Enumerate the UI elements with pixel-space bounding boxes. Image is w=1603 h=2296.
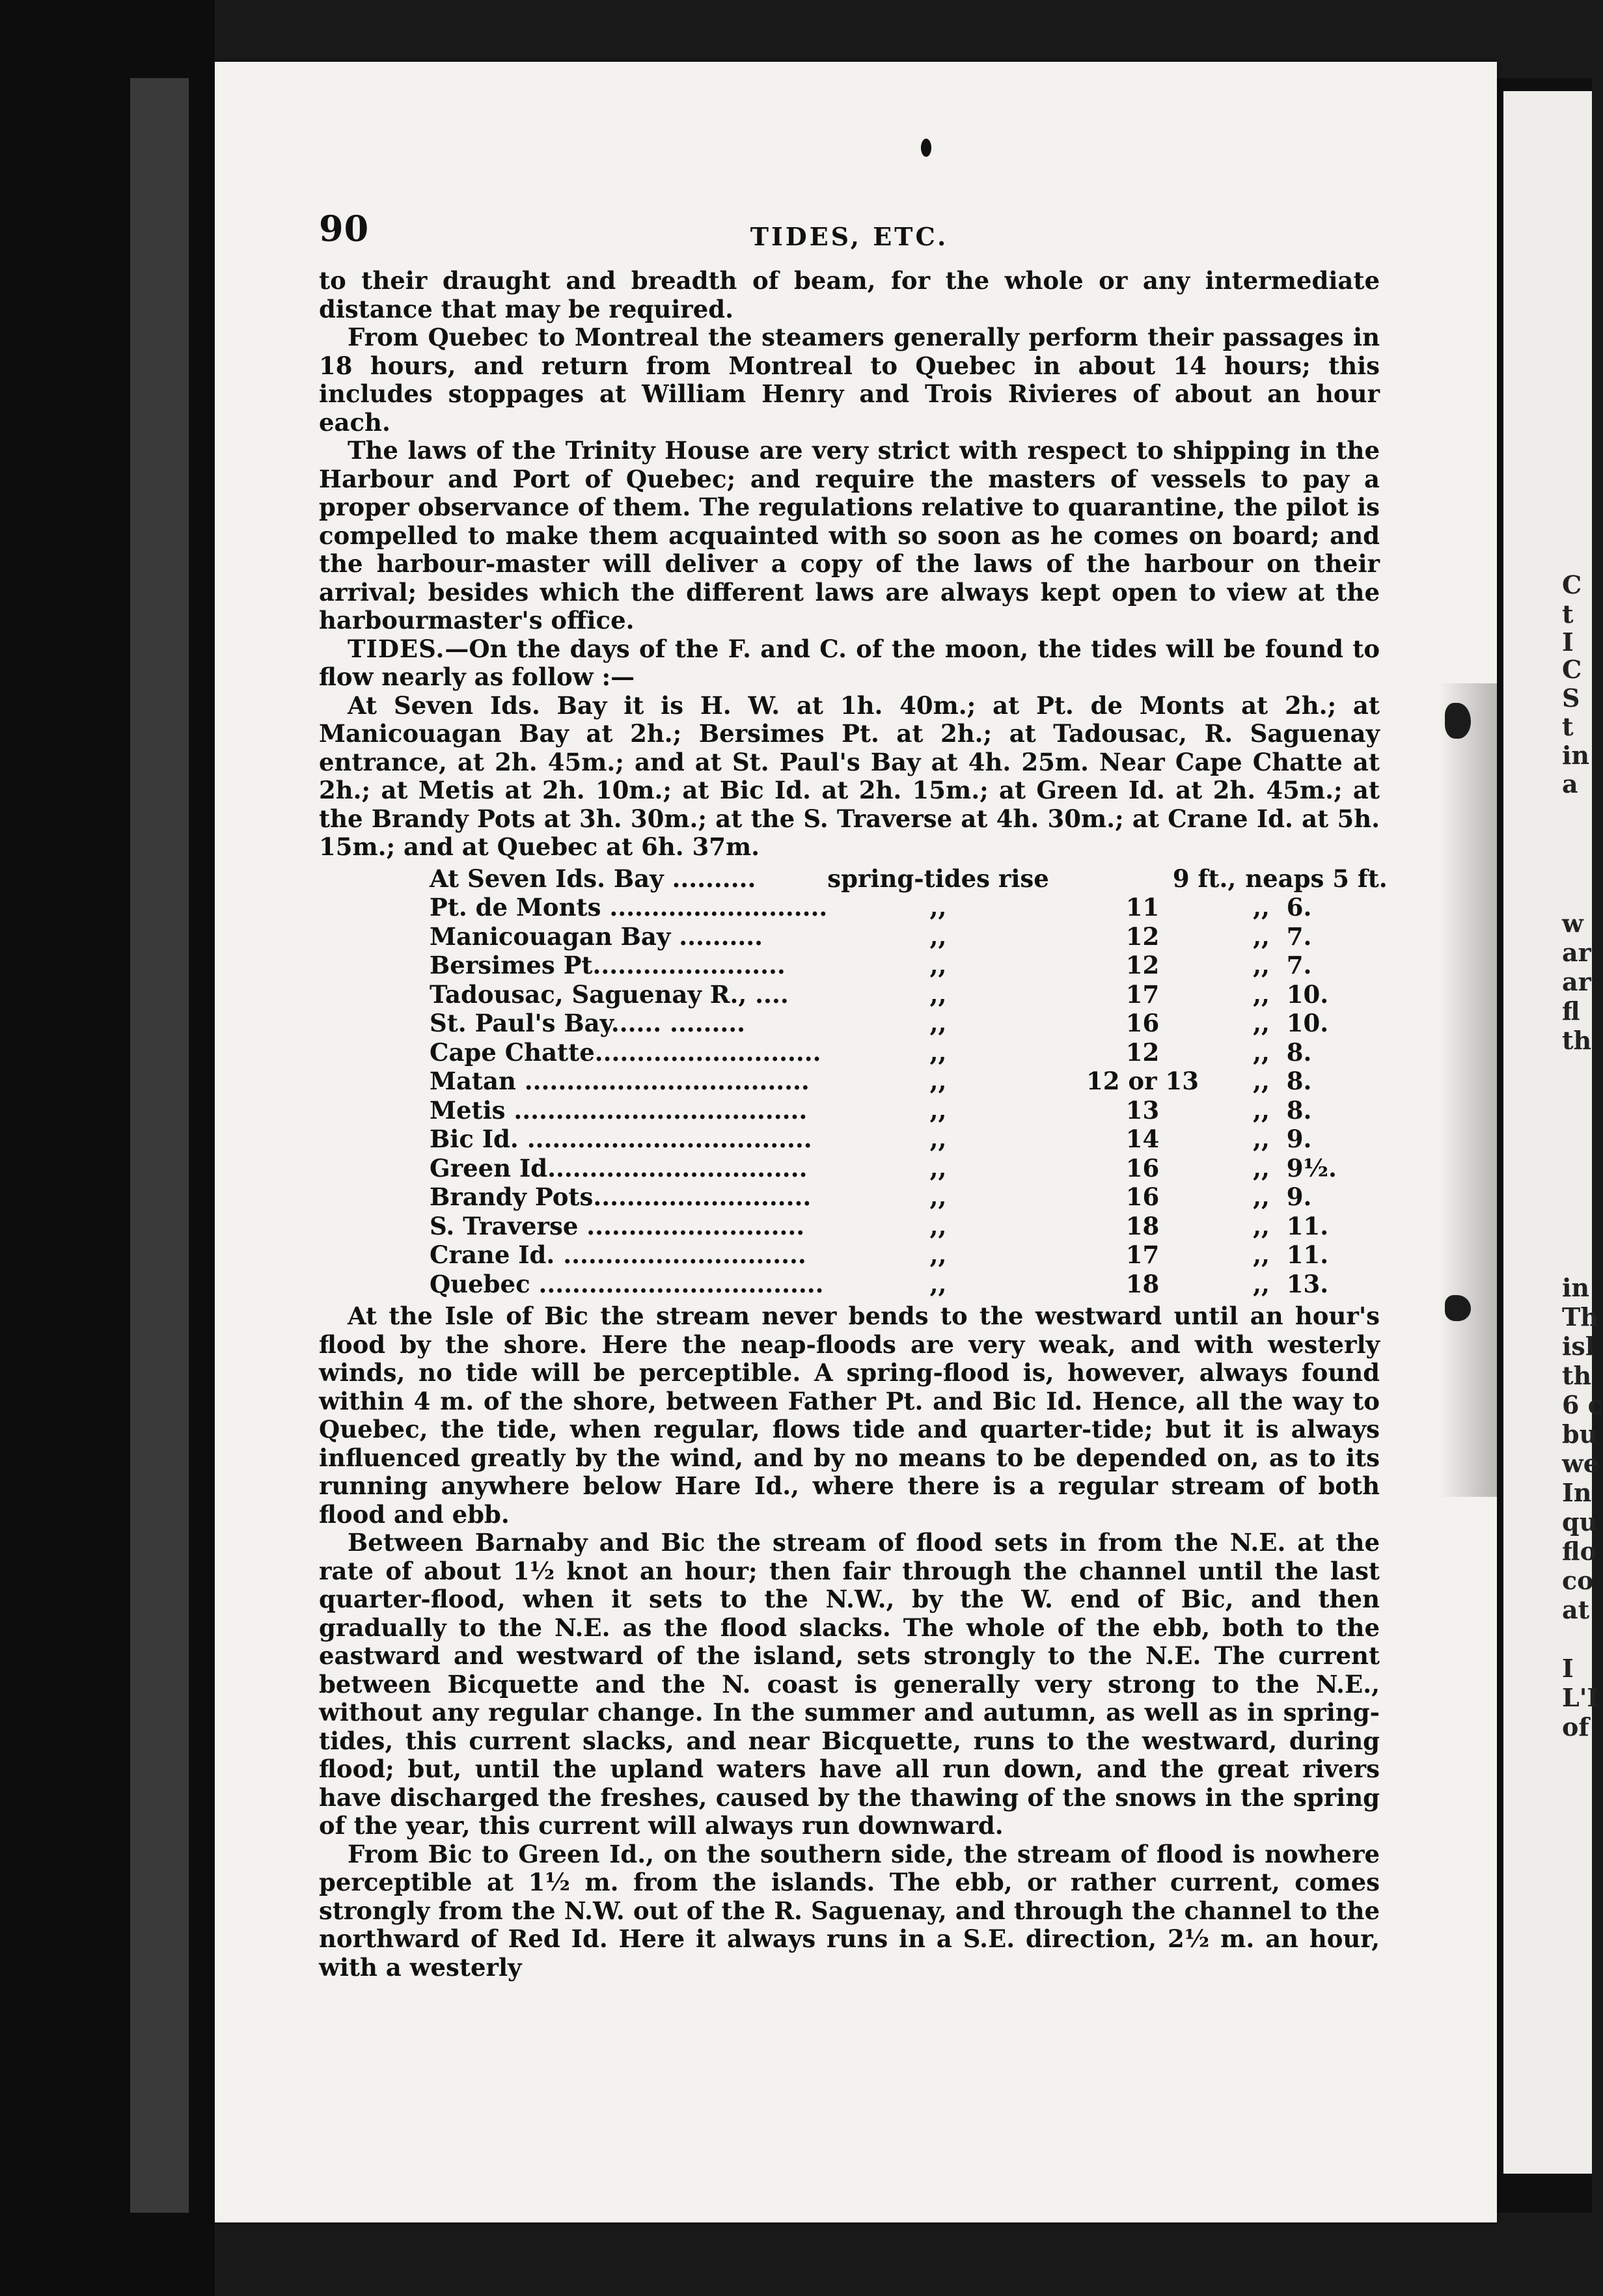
leader-dots: .................................. [515,1067,810,1095]
leader-dots: ...................... [601,951,786,979]
page-tear-mark [1445,703,1471,739]
facing-page-fragment: ar [1562,938,1591,967]
facing-page-fragment: we [1562,1449,1599,1478]
ditto-mark: ,, [1253,1125,1270,1153]
neap-tide-rise: 11. [1286,1211,1329,1240]
leader-dots: ................................... [505,1095,808,1125]
tide-place [430,1212,827,1241]
spring-tide-rise: 12 or 13 [1086,1067,1199,1095]
paragraph: At the Isle of Bic the stream never bends to the westward until an hour's flood by the shore. Here the neap-floods are very weak, and with westerly winds, no tide will be perceptible. A spring-flood is, however, always found within 4 m. of the shore, between Father Pt. and Bic Id. Hence, all the way to Quebec, the tide, when regular, flows tide and quarter-tide; but it is always influenced greatly by the wind, and by no means to be depended on, as to its running anywhere below Hare Id., where there is a regular stream of both flood and ebb. [319,1302,1380,1529]
facing-page-fragment: In [1562,1478,1592,1507]
spring-tide-rise: 18 [1125,1211,1160,1240]
tide-place-name: St. Paul's Bay [430,1009,611,1037]
tide-table-row [430,1212,1388,1241]
tide-place-name: Bic Id. [430,1125,519,1153]
tide-table-row [430,1270,1388,1299]
tide-place-name: Quebec [430,1269,530,1298]
page-curl-shadow [1438,683,1497,1497]
spring-tide-rise: 11 [1125,893,1160,922]
book-spine-edge [130,78,189,2213]
tide-place [430,1096,827,1125]
tide-table [430,864,1388,1299]
spring-tide-rise: 12 [1125,951,1160,979]
facing-page-fragment: in [1562,741,1590,770]
ditto-mark: ,, [1253,1269,1270,1298]
ditto-mark: ,, [929,1211,947,1240]
spring-tide-rise: 17 [1125,1240,1160,1269]
tide-place [430,1240,827,1270]
neap-tide-rise: 8. [1286,1037,1312,1067]
leader-dots: ........................... [594,1037,821,1067]
ditto-mark: ,, [929,893,947,922]
neap-tide-rise: 10. [1286,979,1329,1009]
tide-place [430,1009,827,1038]
neap-tide-rise: 9. [1286,1125,1312,1153]
spring-tide-rise: 9 ft., [1172,864,1237,893]
tide-place-name: Manicouagan Bay [430,922,671,951]
tide-table-row [430,922,1388,951]
facing-page-fragment: th [1562,1361,1592,1390]
ditto-mark: ,, [1253,1009,1270,1037]
facing-page-fragment: th [1562,1026,1592,1055]
ditto-mark: ,, [1253,1211,1270,1240]
facing-page-fragment: t [1562,599,1574,629]
page-header [319,208,1380,267]
facing-page-fragment: L'I [1562,1683,1599,1712]
ditto-mark: ,, [929,1037,947,1067]
facing-page [1503,91,1592,2174]
paragraph: to their draught and breadth of beam, for the whole or any intermediate distance that may be required. [319,266,1380,323]
neap-tide-rise: 7. [1286,922,1312,951]
section-heading-text: —On the days of the F. and C. of the moon, the tides will be found to flow nearly as follow :— [319,634,1380,691]
paragraph: From Quebec to Montreal the steamers generally perform their passages in 18 hours, and return from Montreal to Quebec in about 14 hours; this includes stoppages at William Henry and Trois Rivieres of about an hour each. [319,323,1380,437]
leader-dots: .................................. [518,1125,812,1153]
facing-page-fragment: co [1562,1566,1594,1595]
ditto-mark: ,, [1253,979,1270,1009]
facing-page-fragment: I [1562,627,1574,657]
ditto-mark: ,, [1253,1182,1270,1211]
leader-dots: .......................... [578,1211,805,1240]
facing-page-fragment: ar [1562,967,1591,996]
facing-page-fragment: a [1562,769,1578,799]
ditto-mark: ,, [1253,893,1270,922]
tide-table-row [430,1182,1388,1212]
neap-tide-rise: neaps 5 ft. [1245,864,1388,893]
tide-place-name: Matan [430,1067,516,1095]
tide-table-row [430,1038,1388,1067]
leader-dots: .......... [663,864,756,893]
tide-place-name: Tadousac, Saguenay R., [430,979,747,1009]
leader-dots: ............................. [555,1240,806,1269]
leader-dots: .............................. [556,1153,808,1182]
facing-page-fragment: I [1562,1654,1574,1683]
ditto-mark: ,, [1253,922,1270,951]
tide-table-row [430,1125,1388,1154]
tide-place [430,864,827,894]
facing-page-fragment: Th [1562,1302,1598,1332]
tide-place [430,922,827,951]
page-tear-mark [1445,1295,1471,1321]
tide-place [430,1125,827,1154]
ditto-mark: ,, [1253,951,1270,979]
facing-page-fragment: of [1562,1712,1589,1742]
tides-intro [319,635,1380,692]
spring-tide-rise: 17 [1125,979,1160,1009]
spring-tide-rise: 13 [1125,1095,1160,1125]
tide-table-row [430,864,1388,894]
tide-place [430,1270,827,1299]
tide-place [430,1067,827,1096]
facing-page-fragment: t [1562,712,1574,741]
ditto-mark: ,, [1253,1067,1270,1095]
neap-tide-rise: 10. [1286,1009,1329,1037]
leader-dots: .... [747,979,789,1009]
ditto-mark: ,, [929,979,947,1009]
binding-hole-mark [921,139,931,157]
high-water-times: At Seven Ids. Bay it is H. W. at 1h. 40m.; at Pt. de Monts at 2h.; at Manicouagan Bay at 2h.; Bersimes Pt. at 2h.; at Tadousac, R. Saguenay entrance, at 2h. 45m.; and at St. Paul's Bay at 4h. 25m. Near Cape Chatte at 2h.; at Metis at 2h. 10m.; at Bic Id. at 2h. 15m.; at Green Id. at 2h. 45m.; at the Brandy Pots at 3h. 30m.; at the S. Traverse at 4h. 30m.; at Crane Id. at 5h. 15m.; and at Quebec at 6h. 37m. [319,690,1380,861]
tide-place-name: Pt. de Monts [430,893,601,922]
spring-tide-rise: 18 [1125,1269,1160,1298]
ditto-mark: ,, [929,1009,947,1037]
ditto-mark: ,, [1253,1095,1270,1125]
ditto-mark: ,, [1253,1153,1270,1182]
tide-place [430,980,827,1009]
section-heading: TIDES. [348,634,445,663]
tide-place [430,1154,827,1183]
spring-tide-rise: 14 [1125,1125,1160,1153]
neap-tide-rise: 9½. [1286,1153,1337,1182]
ditto-mark: ,, [929,1095,947,1125]
paragraph: From Bic to Green Id., on the southern side, the stream of flood is nowhere perceptible at 1½ m. from the islands. The ebb, or rather current, comes strongly from the N.W. out of the R. Saguenay, and through the channel to the northward of Red Id. Here it always runs in a S.E. direction, 2½ m. an hour, with a westerly [319,1839,1380,1982]
tide-table-row [430,1240,1388,1270]
tide-place-name: Green Id. [430,1153,556,1182]
tide-place-name: At Seven Ids. Bay [430,864,664,893]
facing-page-fragment: flo [1562,1537,1596,1566]
ditto-mark: ,, [929,1182,947,1211]
ditto-mark: ,, [929,1153,947,1182]
ditto-mark: spring-tides rise [827,864,1049,893]
facing-page-fragment: fl [1562,996,1580,1026]
page-number: 90 [319,208,370,249]
facing-page-fragment: isl [1562,1332,1595,1361]
page-content [319,208,1388,1982]
facing-page-fragment: 6 c [1562,1390,1603,1419]
tide-place-name: S. Traverse [430,1211,579,1240]
ditto-mark: ,, [1253,1240,1270,1269]
tide-table-row [430,980,1388,1009]
tide-place [430,1182,827,1212]
facing-page-fragment: at [1562,1595,1590,1624]
facing-page-fragment: qu [1562,1507,1598,1537]
facing-page-fragment: C [1562,570,1582,599]
spring-tide-rise: 12 [1125,1037,1160,1067]
facing-page-fragment: w [1562,909,1583,938]
spring-tide-rise: 12 [1125,922,1160,951]
leader-dots: .......... [670,922,763,951]
leader-dots: .......................... [593,1182,812,1211]
ditto-mark: ,, [929,922,947,951]
tide-place-name: Bersimes Pt. [430,951,601,979]
facing-page-fragment: S [1562,683,1580,713]
ditto-mark: ,, [929,1240,947,1269]
ditto-mark: ,, [1253,1037,1270,1067]
facing-page-fragment: C [1562,655,1582,684]
neap-tide-rise: 8. [1286,1067,1312,1095]
tide-place-name: Crane Id. [430,1240,555,1269]
tide-place-name: Cape Chatte [430,1037,595,1067]
facing-page-fragment: in [1562,1273,1590,1302]
leader-dots: .................................. [530,1269,824,1298]
spring-tide-rise: 16 [1125,1009,1160,1037]
paragraph: The laws of the Trinity House are very strict with respect to shipping in the Harbour and Port of Quebec; and require the masters of vessels to pay a proper observance of them. The regulations relative to quarantine, the pilot is compelled to make them acquainted with so soon as he comes on board; and the harbour-master will deliver a copy of the laws of the harbour on their arrival; besides which the different laws are always kept open to view at the harbourmaster's office. [319,436,1380,635]
spring-tide-rise: 16 [1125,1153,1160,1182]
paragraph: Between Barnaby and Bic the stream of flood sets in from the N.E. at the rate of about 1½ knot an hour; then fair through the channel until the last quarter-flood, when it sets to the N.W., by the W. end of Bic, and then gradually to the N.E. as the flood slacks. The whole of the ebb, both to the eastward and westward of the island, sets strongly to the N.E. The current between Bicquette and the N. coast is generally very strong to the N.E., without any regular change. In the summer and autumn, as well as in spring-tides, this current slacks, and near Bicquette, runs to the westward, during flood; but, until the upland waters have all run down, and the great rivers have discharged the freshes, caused by the thawing of the snows in the spring of the year, this current will always run downward. [319,1528,1380,1840]
tide-place-name: Brandy Pots [430,1182,594,1211]
tide-table-row [430,1067,1388,1096]
tide-place [430,893,827,922]
neap-tide-rise: 13. [1286,1269,1329,1298]
tide-table-row [430,1096,1388,1125]
running-head: TIDES, ETC. [750,222,949,251]
neap-tide-rise: 6. [1286,893,1312,922]
tide-place [430,951,827,980]
neap-tide-rise: 11. [1286,1240,1329,1269]
ditto-mark: ,, [929,1269,947,1298]
tide-table-row [430,1154,1388,1183]
spring-tide-rise: 16 [1125,1182,1160,1211]
neap-tide-rise: 9. [1286,1182,1312,1211]
ditto-mark: ,, [929,1067,947,1095]
tide-table-row [430,951,1388,980]
neap-tide-rise: 8. [1286,1095,1312,1125]
tide-place-name: Metis [430,1095,506,1125]
tide-place [430,1038,827,1067]
tide-table-row [430,1009,1388,1038]
ditto-mark: ,, [929,951,947,979]
leader-dots: .......................... [601,893,828,922]
tide-table-row [430,893,1388,922]
neap-tide-rise: 7. [1286,951,1312,979]
leader-dots: ...... ......... [610,1009,745,1037]
facing-page-fragment: bu [1562,1419,1598,1449]
ditto-mark: ,, [929,1125,947,1153]
